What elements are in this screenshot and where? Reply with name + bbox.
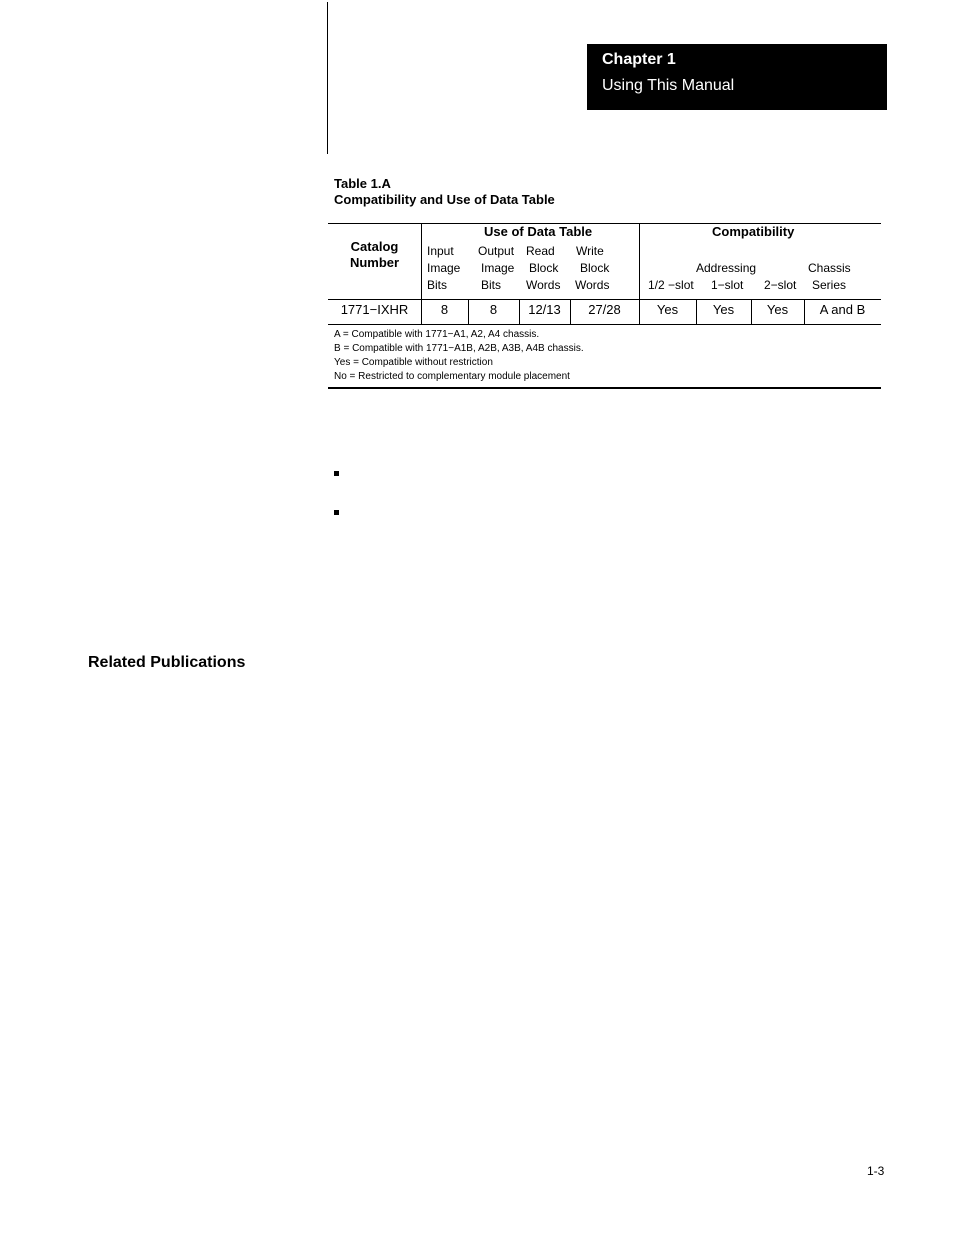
- write-col-line3: Words: [575, 278, 610, 292]
- footnote: B = Compatible with 1771−A1B, A2B, A3B, A4B chassis.: [334, 343, 584, 354]
- catalog-number-cell: 1771−IXHR: [340, 302, 409, 317]
- chassis-header-line2: Series: [812, 278, 847, 292]
- row-bottom-rule: [328, 324, 881, 325]
- footnote: No = Restricted to complementary module placement: [334, 371, 570, 382]
- two-slot-header: 2−slot: [764, 278, 797, 292]
- output-col-line2: Image: [481, 261, 515, 275]
- chassis-header-line1: Chassis: [808, 261, 851, 275]
- write-col-line2: Block: [580, 261, 610, 275]
- output-col-line3: Bits: [481, 278, 502, 292]
- one-slot-header: 1−slot: [711, 278, 744, 292]
- read-words-cell: 12/13: [528, 302, 561, 317]
- read-col-line1: Read: [526, 244, 555, 258]
- read-col-line2: Block: [529, 261, 559, 275]
- write-col-line1: Write: [576, 244, 604, 258]
- compatibility-header: Compatibility: [712, 224, 795, 239]
- footnote: Yes = Compatible without restriction: [334, 357, 493, 368]
- chassis-series-cell: A and B: [819, 302, 866, 317]
- footnote: A = Compatible with 1771−A1, A2, A4 chassis.: [334, 329, 540, 340]
- catalog-header-line1: Catalog: [350, 239, 399, 254]
- compatibility-table: [328, 223, 881, 389]
- use-of-data-table-header: Use of Data Table: [484, 224, 593, 239]
- bullet-marker: [334, 471, 339, 476]
- input-col-line3: Bits: [427, 278, 448, 292]
- page-number: 1-3: [867, 1164, 885, 1178]
- related-publications-heading: Related Publications: [88, 654, 246, 671]
- input-col-line2: Image: [427, 261, 461, 275]
- bullet-marker: [334, 510, 339, 515]
- output-bits-cell: 8: [489, 302, 498, 317]
- table-top-rule: [328, 223, 881, 224]
- chapter-header: [587, 44, 887, 110]
- one-slot-cell: Yes: [712, 302, 735, 317]
- output-col-line1: Output: [478, 244, 515, 258]
- table-caption: [334, 176, 555, 208]
- margin-rule: [327, 2, 328, 154]
- two-slot-cell: Yes: [766, 302, 789, 317]
- input-col-line1: Input: [427, 244, 454, 258]
- half-slot-header: 1/2 −slot: [648, 278, 694, 292]
- table-label: Table 1.A: [334, 176, 391, 191]
- write-words-cell: 27/28: [588, 302, 621, 317]
- table-bottom-rule: [328, 387, 881, 389]
- header-bottom-rule: [328, 299, 881, 300]
- chapter-title: Using This Manual: [602, 77, 735, 94]
- input-bits-cell: 8: [440, 302, 449, 317]
- read-col-line3: Words: [526, 278, 561, 292]
- chapter-number: Chapter 1: [602, 51, 676, 68]
- table-title: Compatibility and Use of Data Table: [334, 192, 555, 207]
- catalog-header-line2: Number: [349, 255, 400, 270]
- half-slot-cell: Yes: [656, 302, 679, 317]
- addressing-header: Addressing: [696, 261, 757, 275]
